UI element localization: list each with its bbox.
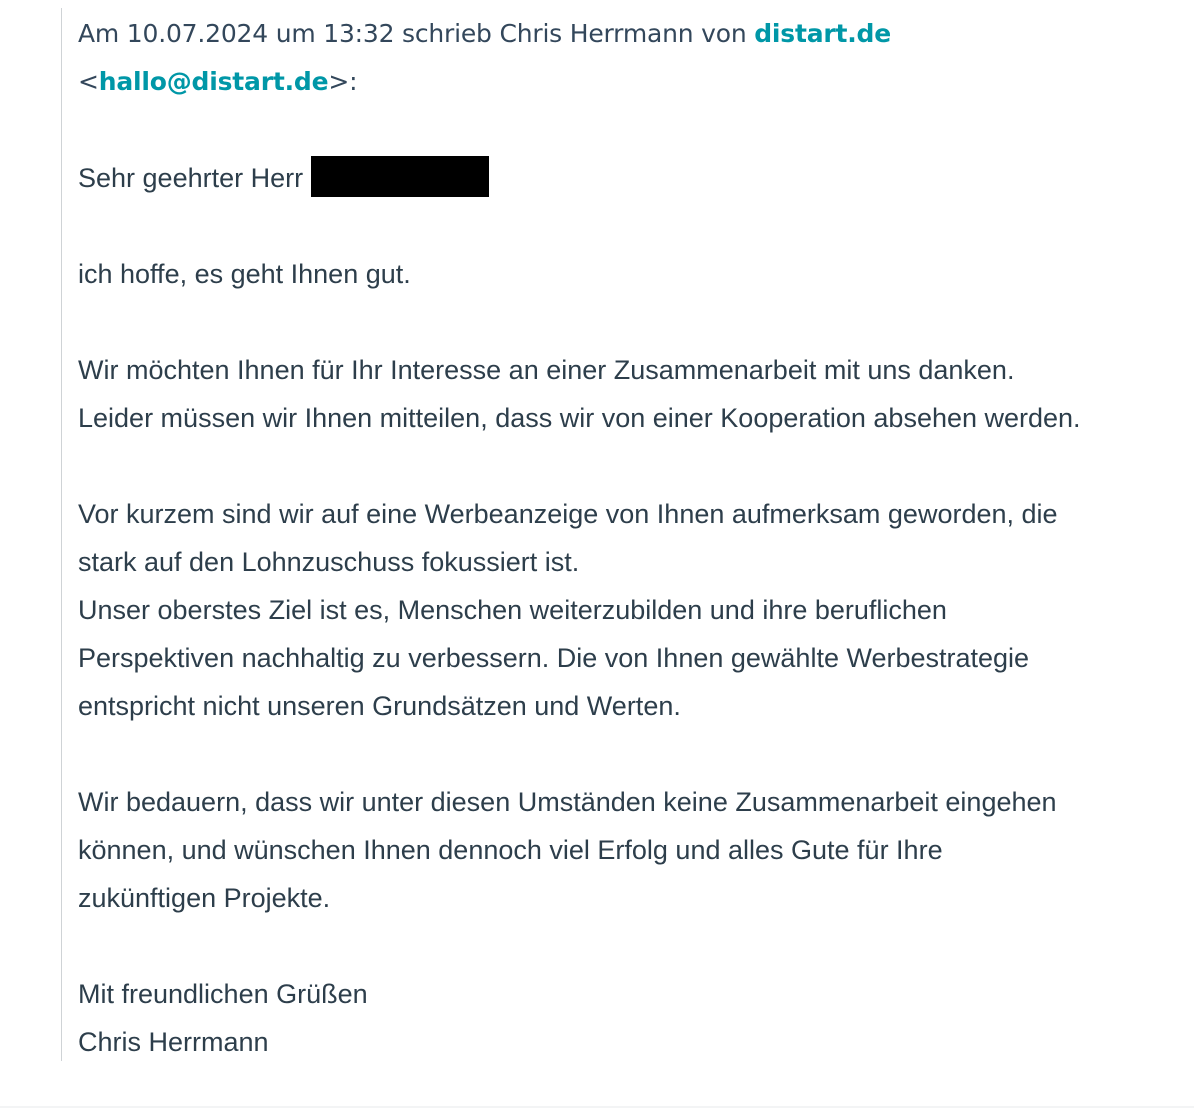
- quoted-email: [78, 10, 1188, 1066]
- paragraph-regret-line-1: Wir bedauern, dass wir unter diesen Umständen keine Zusammenarbeit eingehen: [78, 787, 1057, 817]
- paragraph-regret-line-3: zukünftigen Projekte.: [78, 883, 331, 913]
- paragraph-thanks-line-2: Leider müssen wir Ihnen mitteilen, dass wir von einer Kooperation absehen werden.: [78, 403, 1081, 433]
- closing: Mit freundlichen Grüßen: [78, 979, 368, 1009]
- reply-header-line-2: [78, 58, 1188, 106]
- paragraph-reason-line-1: Vor kurzem sind wir auf eine Werbeanzeige von Ihnen aufmerksam geworden, die: [78, 499, 1058, 529]
- salutation: Sehr geehrter Herr: [78, 154, 1188, 202]
- sender-email-link[interactable]: hallo@distart.de: [98, 67, 329, 96]
- paragraph-reason-line-3: Unser oberstes Ziel ist es, Menschen weiterzubilden und ihre beruflichen: [78, 595, 947, 625]
- paragraph-thanks-line-1: Wir möchten Ihnen für Ihr Interesse an einer Zusammenarbeit mit uns danken.: [78, 355, 1015, 385]
- paragraph-reason-line-4: Perspektiven nachhaltig zu verbessern. Die von Ihnen gewählte Werbestrategie: [78, 643, 1030, 673]
- divider: [0, 1106, 1194, 1108]
- sender-domain-link[interactable]: distart.de: [754, 19, 892, 48]
- email-bracket-open: <: [78, 67, 99, 96]
- paragraph-reason-line-5: entspricht nicht unseren Grundsätzen und Werten.: [78, 691, 681, 721]
- paragraph-reason-line-2: stark auf den Lohnzuschuss fokussiert ist.: [78, 547, 580, 577]
- reply-header-text: Am 10.07.2024 um 13:32 schrieb Chris Herrmann von: [78, 19, 747, 48]
- email-bracket-close: >:: [328, 67, 358, 96]
- redacted-name: [311, 156, 489, 197]
- paragraph-greeting: ich hoffe, es geht Ihnen gut.: [78, 259, 411, 289]
- reply-header-line-1: [78, 10, 1188, 58]
- quote-border: [61, 8, 62, 1061]
- paragraph-regret-line-2: können, und wünschen Ihnen dennoch viel Erfolg und alles Gute für Ihre: [78, 835, 943, 865]
- signature: Chris Herrmann: [78, 1027, 269, 1057]
